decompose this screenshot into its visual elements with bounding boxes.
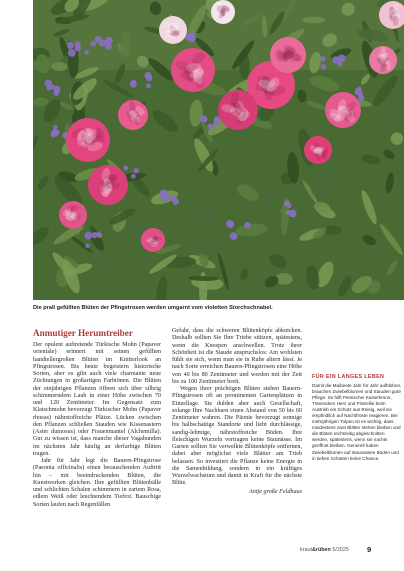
- geranium-flower: [207, 124, 213, 130]
- geranium-flower: [355, 90, 360, 95]
- geranium-flower: [332, 56, 340, 64]
- geranium-flower: [144, 72, 151, 79]
- peony-flower: [218, 90, 258, 130]
- peony-flower: [171, 48, 215, 92]
- tip-text: Damit die Maibeete Jahr für Jahr aufblühen, brauchen Zwiebelblumen und Stauden gute Pflege. So hilft Persischer Kaiserkrone, Tränendem Herz und Präriellie beim Austrieb ein Schutz aus Reisig, weil sie empfindlich auf Nachtfröste reagieren. Bei mehrjährigen Tulpen ist es wichtig, dass mindestens zwei Blätter stehen bleiben und die Blüten rechtzeitig abgeschnitten werden, spätestens, wenn sie nachts geöffnet bleiben. Generell haben Zwiebelblumen auf staunassen Böden und in tiefem Schatten keine Chance.: [312, 383, 402, 461]
- magazine-name: [300, 547, 349, 553]
- geranium-flower: [131, 80, 136, 85]
- geranium-flower: [290, 213, 294, 217]
- article-column-2: [172, 328, 302, 496]
- peony-flower: [118, 100, 148, 130]
- geranium-flower: [92, 232, 98, 238]
- paragraph: Wegen ihrer prächtigen Blüten stehen Bauern-Pfingstrosen oft an prominenten Gartenplätzen in Einzellage. Sie dulden aber auch Gesellschaft, solange Ihre Nachbarn einen Abstand von 50 bis 60 Zentimeter wahren. Die Päonie bevorzugt sonnige bis halbschattige Standorte und liebt durchlässige, sandig-lehmige, nährstoffreiche Böden. Ihre fleischigen Wurzeln vertragen keine Staunässe. Im Garten sollten Sie verwelkte Blütenköpfe entfernen, dabei aber möglichst viele Blätter am Trieb belassen. So investiert die Pflanze keine Energie in die Samenbildung, sondern in ein kräftiges Wurzelwachstum und damit in Kraft für die nächste Blüte.: [172, 386, 302, 487]
- geranium-flower: [146, 84, 151, 89]
- paragraph: Der opulent auftretende Türkische Mohn (Papaver orientale) erinnert mit seinen gefüllten handtellergroßen Blüten im Knitterlook an Pfingstrosen. Bis heute begeistern historische Sorten, aber es gibt auch viele charmante neue Züchtungen in großartigen Farbtönen. Die Blüten der einjährigen Pflanzen öffnen sich über silbrig schimmerndem Laub in einer Höhe zwischen 70 und 120 Zentimeter. Im Gegensatz zum Klatschmohn bevorzugt Türkischer Mohn (Papaver rhoeas) nährstoffreiche Plätze. Lücken zwischen den Pflanzen schließen Stauden wie Kissenastern (Aster dumosus) oder Frauenmantel (Alchemilla). Gut zu wissen ist, dass manche dieser Vagabunden im nächsten Jahr häufig an derfarbige Blüten tragen.: [33, 342, 161, 457]
- geranium-flower: [68, 49, 76, 57]
- peony-flower: [325, 92, 361, 128]
- tip-box: [312, 374, 402, 462]
- peony-illustration: [33, 0, 404, 300]
- geranium-flower: [67, 42, 74, 49]
- geranium-flower: [134, 168, 139, 173]
- geranium-flower: [123, 166, 128, 171]
- peony-flower: [304, 136, 332, 164]
- geranium-flower: [230, 232, 238, 240]
- page-number: 9: [367, 545, 372, 554]
- author-signature: Antje große Feldhaus: [249, 488, 302, 495]
- article-heading: Anmutiger Herumtreiber: [33, 328, 133, 338]
- geranium-flower: [84, 50, 88, 54]
- peony-flower: [270, 37, 306, 73]
- magazine-name-light: kraut: [300, 547, 312, 553]
- peony-flower: [66, 118, 110, 162]
- geranium-flower: [51, 132, 57, 138]
- geranium-flower: [358, 95, 364, 101]
- geranium-flower: [172, 198, 179, 205]
- geranium-flower: [95, 36, 102, 43]
- paragraph: Jahr für Jahr legt die Bauern-Pfingstrose (Paeonia officinalis) einen berauschenden Auftritt hin – mit beeindruckenden Blüten, die Kunstwerken gleichen. Ihre gefüllten Blütenbälle und schlichten Schalen schimmern in zartem Rosa, edlem Weiß oder leuchtendem Tiefrot. Bauschige Sorten laufen nach Regenfällen: [33, 458, 161, 508]
- article-column-1: [33, 328, 161, 509]
- geranium-flower: [85, 244, 89, 248]
- geranium-flower: [105, 37, 113, 45]
- peony-flower: [211, 0, 235, 24]
- geranium-flower: [286, 210, 291, 215]
- peony-photo: [33, 0, 404, 300]
- geranium-flower: [45, 80, 52, 87]
- geranium-flower: [53, 90, 59, 96]
- geranium-flower: [244, 222, 250, 228]
- paragraph: Gefahr, dass die schweren Blütenköpfe abknicken. Deshalb sollten Sie Ihre Triebe stützen, spätestens, wenn die Knospen anschwellen. Trotz ihrer Schönheit ist die Staude anspruchslos: Am wohlsten fühlt sie sich, wenn man sie in Ruhe altern lässt. Je nach Sorte erreichen Bauern-Pfingstrosen eine Höhe von 40 bis 80 Zentimeter und werden mit der Zeit bis zu 100 Zentimeter breit.: [172, 328, 302, 385]
- peony-flower: [141, 228, 165, 252]
- geranium-flower: [188, 34, 196, 42]
- tip-title: FÜR EIN LANGES LEBEN: [312, 374, 385, 380]
- geranium-flower: [200, 115, 207, 122]
- geranium-flower: [53, 125, 58, 130]
- geranium-flower: [214, 116, 220, 122]
- geranium-flower: [85, 232, 93, 240]
- geranium-flower: [75, 42, 81, 48]
- magazine-name-bold: &rüben: [311, 547, 331, 553]
- geranium-flower: [131, 174, 136, 179]
- peony-flower: [88, 165, 128, 205]
- geranium-flower: [320, 56, 326, 62]
- leaf: [302, 17, 325, 24]
- photo-caption: Die prall gefüllten Blüten der Pfingstrosen werden umgarnt vom violetten Storchschnabel.: [33, 305, 273, 311]
- geranium-flower: [51, 85, 56, 90]
- geranium-flower: [321, 64, 327, 70]
- peony-flower: [59, 201, 87, 229]
- geranium-flower: [162, 194, 169, 201]
- geranium-flower: [90, 41, 96, 47]
- issue-number: 5/2025: [332, 547, 349, 553]
- peony-flower: [159, 16, 187, 44]
- geranium-flower: [229, 223, 234, 228]
- peony-flower: [369, 46, 397, 74]
- geranium-flower: [287, 203, 292, 208]
